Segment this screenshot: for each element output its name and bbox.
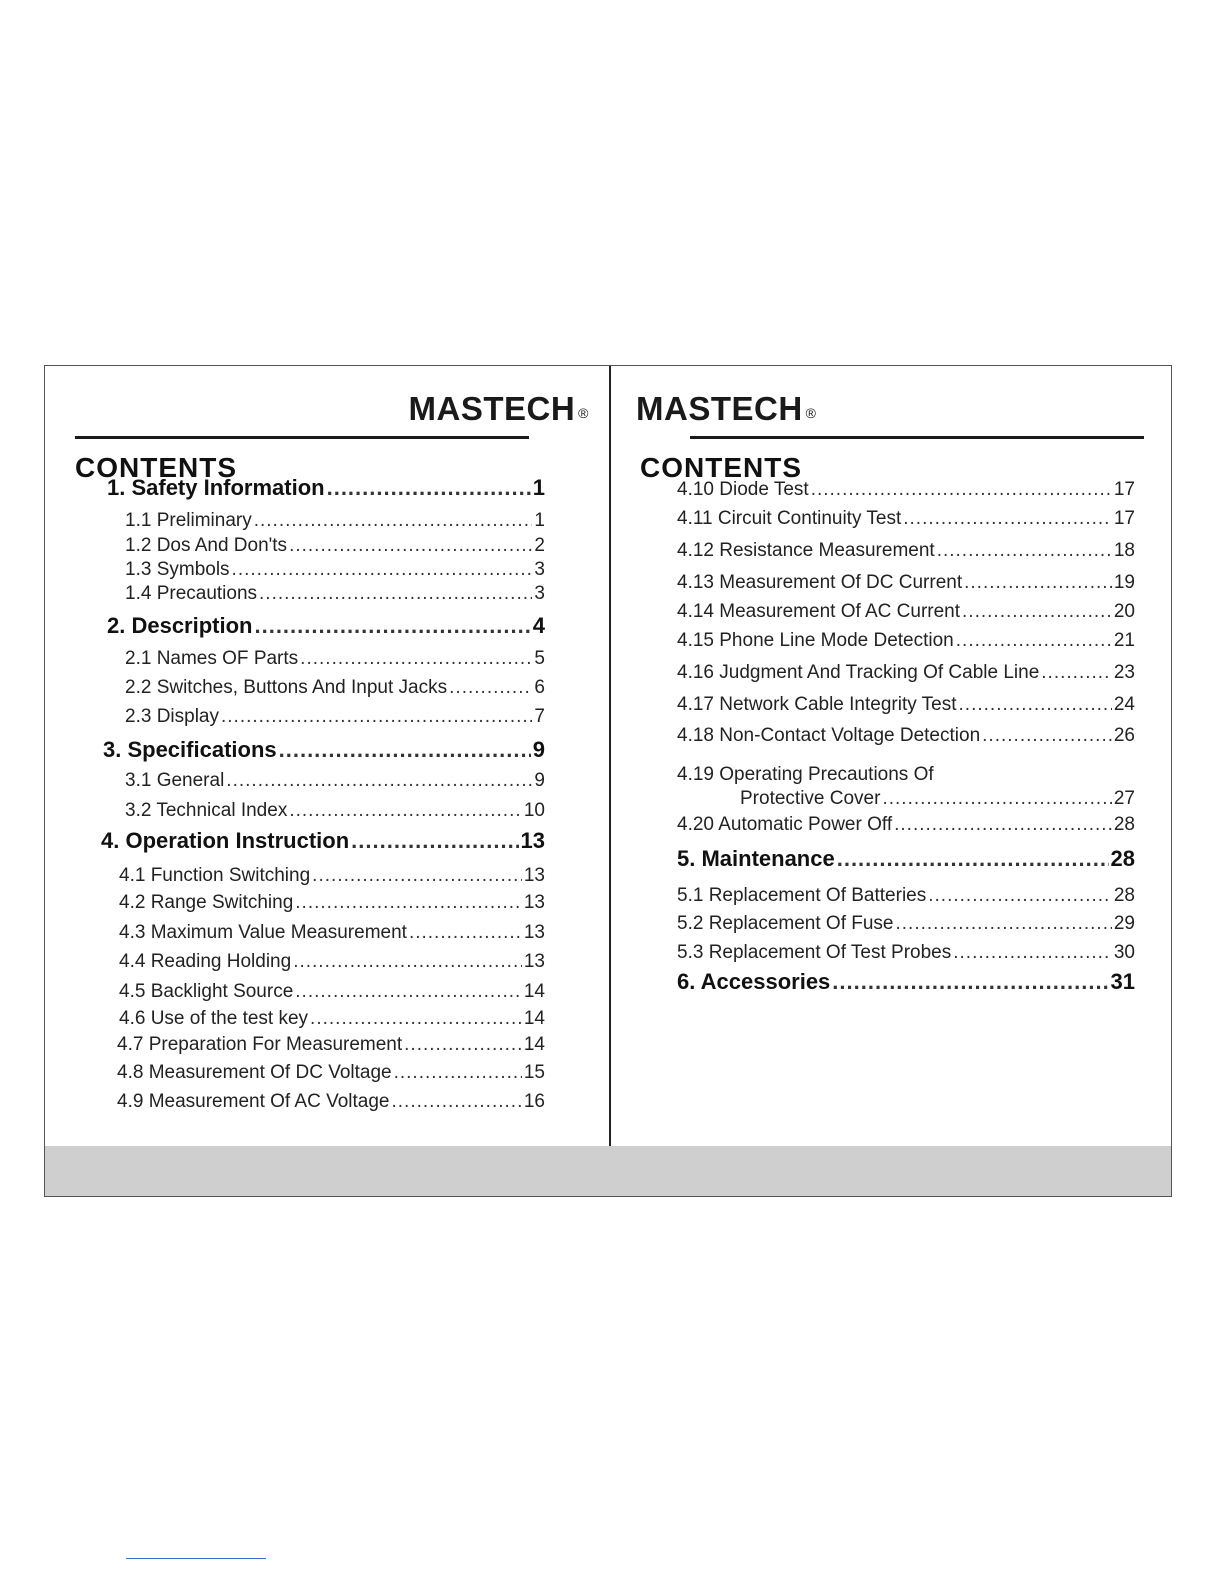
dot-leader xyxy=(295,892,522,914)
toc-page-number: 15 xyxy=(523,1062,545,1083)
toc-page-number: 26 xyxy=(1113,725,1135,746)
header-rule xyxy=(75,436,529,439)
toc-entry-label: 1.4 Precautions xyxy=(125,583,258,604)
dot-leader xyxy=(903,508,1112,530)
toc-section-entry[interactable] xyxy=(101,828,545,854)
toc-entry-label: 4.7 Preparation For Measurement xyxy=(117,1034,403,1055)
toc-entry-label: 4.1 Function Switching xyxy=(119,865,311,886)
toc-page-number: 23 xyxy=(1113,662,1135,683)
toc-page-number: 7 xyxy=(534,706,545,727)
dot-leader xyxy=(1041,662,1112,684)
brand-logo: MASTECH ® xyxy=(636,390,817,427)
toc-entry[interactable] xyxy=(125,648,545,670)
dot-leader xyxy=(956,630,1112,652)
toc-entry-label: 2.1 Names OF Parts xyxy=(125,648,299,669)
dot-leader xyxy=(953,942,1112,964)
toc-entry[interactable] xyxy=(125,800,545,822)
toc-section-entry[interactable] xyxy=(107,475,545,501)
toc-page-number: 14 xyxy=(523,1034,545,1055)
toc-entry[interactable] xyxy=(677,540,1135,562)
toc-entry[interactable] xyxy=(677,814,1135,836)
toc-section-entry[interactable] xyxy=(103,737,545,763)
dot-leader xyxy=(226,770,532,792)
toc-entry-label: 4.11 Circuit Continuity Test xyxy=(677,508,902,529)
footer-band xyxy=(45,1146,1171,1196)
toc-entry[interactable] xyxy=(117,1034,545,1056)
toc-entry-label: Protective Cover xyxy=(740,788,881,809)
toc-entry[interactable] xyxy=(677,479,1135,501)
toc-page-number: 18 xyxy=(1113,540,1135,561)
toc-entry[interactable] xyxy=(125,583,545,605)
toc-page-number: 27 xyxy=(1113,788,1135,809)
toc-page-number: 2 xyxy=(534,535,545,556)
toc-entry-label: 4.10 Diode Test xyxy=(677,479,809,500)
dot-leader xyxy=(327,475,531,501)
toc-page-number: 20 xyxy=(1113,601,1135,622)
dot-leader xyxy=(300,648,532,670)
toc-entry-label: 4.18 Non-Contact Voltage Detection xyxy=(677,725,981,746)
dot-leader xyxy=(221,706,532,728)
toc-entry[interactable] xyxy=(740,788,1135,810)
toc-page-number: 13 xyxy=(520,828,545,853)
toc-entry[interactable] xyxy=(119,1008,545,1030)
toc-page-number: 31 xyxy=(1110,969,1135,994)
dot-leader xyxy=(962,601,1112,623)
toc-page-number: 3 xyxy=(534,583,545,604)
toc-entry[interactable] xyxy=(119,951,545,973)
dot-leader xyxy=(882,788,1111,810)
contents-heading: CONTENTS xyxy=(640,452,802,483)
toc-page-number: 29 xyxy=(1113,913,1135,934)
toc-page-number: 21 xyxy=(1113,630,1135,651)
toc-section-entry[interactable] xyxy=(677,969,1135,995)
toc-page-number: 13 xyxy=(523,951,545,972)
toc-entry-label: 4.20 Automatic Power Off xyxy=(677,814,893,835)
toc-entry-label: 5.2 Replacement Of Fuse xyxy=(677,913,894,934)
dot-leader xyxy=(351,828,518,854)
toc-page-number: 4 xyxy=(532,613,545,638)
toc-entry-label: 1.2 Dos And Don'ts xyxy=(125,535,288,556)
toc-entry-label: 3.1 General xyxy=(125,770,225,791)
toc-page-number: 17 xyxy=(1113,508,1135,529)
toc-entry-label: 4.16 Judgment And Tracking Of Cable Line xyxy=(677,662,1040,683)
toc-entry-label: 4.14 Measurement Of AC Current xyxy=(677,601,961,622)
toc-entry[interactable] xyxy=(677,885,1135,907)
dot-leader xyxy=(449,677,532,699)
toc-entry-label: 5. Maintenance xyxy=(677,846,835,871)
toc-entry-label: 4.6 Use of the test key xyxy=(119,1008,309,1029)
toc-entry[interactable] xyxy=(117,1062,545,1084)
toc-entry[interactable] xyxy=(677,508,1135,530)
toc-entry-label: 4.2 Range Switching xyxy=(119,892,294,913)
toc-page-number: 28 xyxy=(1113,885,1135,906)
dot-leader xyxy=(928,885,1112,907)
toc-entry-label: 4.17 Network Cable Integrity Test xyxy=(677,694,957,715)
dot-leader xyxy=(982,725,1112,747)
toc-entry[interactable] xyxy=(125,677,545,699)
toc-section-entry[interactable] xyxy=(677,846,1135,872)
dot-leader xyxy=(254,613,530,639)
registered-mark: ® xyxy=(578,405,589,421)
toc-entry[interactable] xyxy=(677,601,1135,623)
toc-entry-label: 4.9 Measurement Of AC Voltage xyxy=(117,1091,390,1112)
dot-leader xyxy=(832,969,1108,995)
toc-entry[interactable] xyxy=(677,942,1135,964)
brand-logo: MASTECH ® xyxy=(408,390,589,427)
right-page xyxy=(610,366,1174,1148)
toc-entry-label: 4.13 Measurement Of DC Current xyxy=(677,572,963,593)
toc-page-number: 14 xyxy=(523,981,545,1002)
toc-page-number: 30 xyxy=(1113,942,1135,963)
toc-entry-label: 1. Safety Information xyxy=(107,475,325,500)
dot-leader xyxy=(404,1034,522,1056)
dot-leader xyxy=(259,583,532,605)
toc-entry-label: 4.8 Measurement Of DC Voltage xyxy=(117,1062,392,1083)
toc-entry[interactable] xyxy=(677,662,1135,684)
toc-entry[interactable] xyxy=(677,725,1135,747)
dot-leader xyxy=(289,535,532,557)
toc-entry[interactable] xyxy=(677,572,1135,594)
dot-leader xyxy=(896,913,1112,935)
toc-entry-label: 4.4 Reading Holding xyxy=(119,951,292,972)
dot-leader xyxy=(254,510,533,532)
toc-entry-heading: 4.19 Operating Precautions Of xyxy=(677,764,934,785)
toc-entry-label: 4.3 Maximum Value Measurement xyxy=(119,922,407,943)
toc-entry-label: 6. Accessories xyxy=(677,969,831,994)
toc-entry-label: 4.15 Phone Line Mode Detection xyxy=(677,630,954,651)
toc-page-number: 16 xyxy=(523,1091,545,1112)
toc-entry[interactable] xyxy=(125,510,545,532)
toc-page-number: 17 xyxy=(1113,479,1135,500)
dot-leader xyxy=(964,572,1112,594)
contents-heading: CONTENTS xyxy=(75,452,237,483)
dot-leader xyxy=(312,865,522,887)
dot-leader xyxy=(289,800,522,822)
toc-page-number: 24 xyxy=(1113,694,1135,715)
toc-entry-label: 2. Description xyxy=(107,613,253,638)
toc-entry[interactable] xyxy=(677,694,1135,716)
toc-entry-label: 1.1 Preliminary xyxy=(125,510,252,531)
toc-page-number: 19 xyxy=(1113,572,1135,593)
toc-section-entry[interactable] xyxy=(107,613,545,639)
toc-entry-label: 5.1 Replacement Of Batteries xyxy=(677,885,927,906)
toc-entry-label: 2.3 Display xyxy=(125,706,219,727)
dot-leader xyxy=(232,559,533,581)
toc-page-number: 10 xyxy=(523,800,545,821)
left-page xyxy=(45,366,609,1148)
toc-entry[interactable] xyxy=(125,559,545,581)
toc-entry[interactable] xyxy=(677,630,1135,652)
dot-leader xyxy=(310,1008,522,1030)
dot-leader xyxy=(293,951,522,973)
dot-leader xyxy=(394,1062,522,1084)
toc-page-number: 3 xyxy=(534,559,545,580)
toc-page-number: 28 xyxy=(1110,846,1135,871)
toc-page-number: 9 xyxy=(534,770,545,791)
toc-page-number: 6 xyxy=(534,677,545,698)
toc-page-number: 5 xyxy=(534,648,545,669)
toc-entry-label: 1.3 Symbols xyxy=(125,559,230,580)
decorative-underline xyxy=(126,1558,266,1559)
toc-page-number: 9 xyxy=(532,737,545,762)
dot-leader xyxy=(837,846,1109,872)
toc-entry-label: 5.3 Replacement Of Test Probes xyxy=(677,942,952,963)
toc-page-number: 14 xyxy=(523,1008,545,1029)
header-rule xyxy=(690,436,1144,439)
toc-entry[interactable] xyxy=(119,922,545,944)
registered-mark: ® xyxy=(805,405,817,421)
toc-page-number: 13 xyxy=(523,922,545,943)
toc-page-number: 13 xyxy=(523,865,545,886)
toc-entry[interactable] xyxy=(117,1091,545,1113)
dot-leader xyxy=(295,981,522,1003)
toc-entry[interactable] xyxy=(119,981,545,1003)
toc-entry[interactable] xyxy=(119,865,545,887)
toc-page-number: 13 xyxy=(523,892,545,913)
toc-entry-label: 3. Specifications xyxy=(103,737,277,762)
dot-leader xyxy=(409,922,522,944)
dot-leader xyxy=(279,737,531,763)
toc-entry-label: 4.12 Resistance Measurement xyxy=(677,540,935,561)
booklet-spread xyxy=(44,365,1172,1197)
toc-entry[interactable] xyxy=(677,913,1135,935)
toc-page-number: 28 xyxy=(1113,814,1135,835)
dot-leader xyxy=(937,540,1112,562)
toc-entry-label: 4.5 Backlight Source xyxy=(119,981,294,1002)
toc-entry[interactable] xyxy=(119,892,545,914)
toc-entry[interactable] xyxy=(125,535,545,557)
toc-page-number: 1 xyxy=(532,475,545,500)
toc-entry-label: 3.2 Technical Index xyxy=(125,800,288,821)
toc-page-number: 1 xyxy=(534,510,545,531)
toc-entry-label: 2.2 Switches, Buttons And Input Jacks xyxy=(125,677,448,698)
dot-leader xyxy=(392,1091,522,1113)
toc-entry[interactable] xyxy=(125,770,545,792)
toc-entry[interactable] xyxy=(125,706,545,728)
dot-leader xyxy=(959,694,1112,716)
dot-leader xyxy=(811,479,1112,501)
dot-leader xyxy=(894,814,1112,836)
toc-entry-label: 4. Operation Instruction xyxy=(101,828,350,853)
